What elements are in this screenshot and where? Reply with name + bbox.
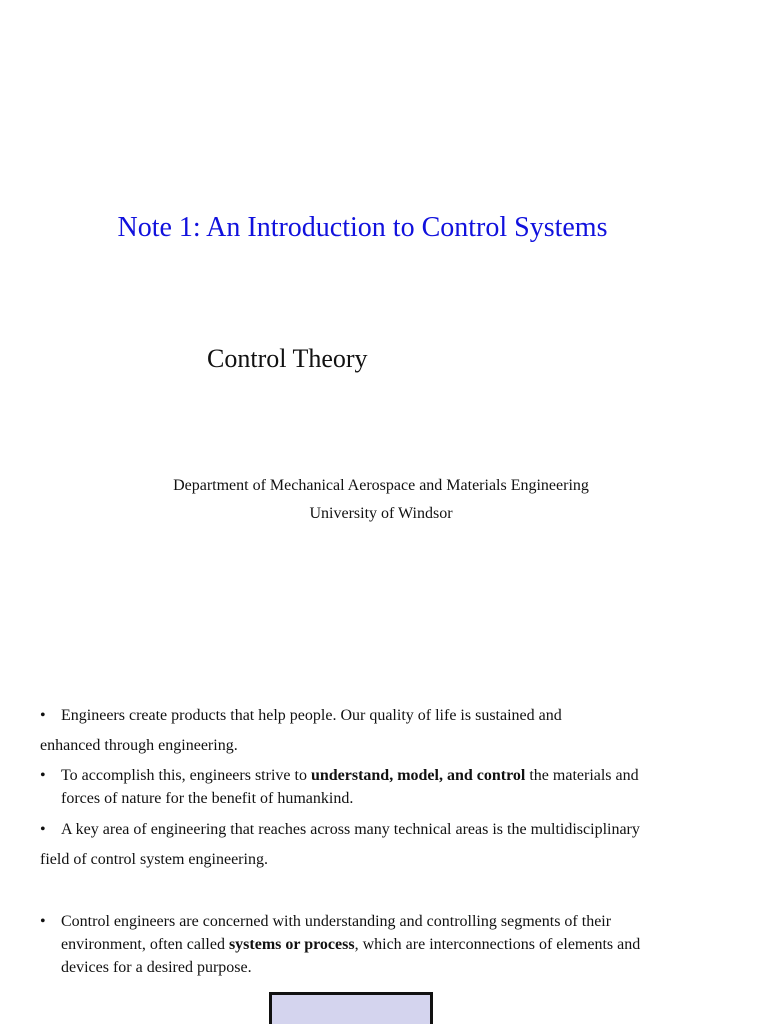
bullet-text: Engineers create products that help people. Our quality of life is sustained and — [61, 707, 562, 724]
bullet-line — [40, 704, 730, 727]
bullet-item-2 — [40, 764, 730, 810]
bullet-line — [40, 764, 730, 787]
bullet-item-4 — [40, 910, 730, 979]
course-subtitle: Control Theory — [207, 344, 368, 373]
bullet-dot: • — [40, 707, 46, 724]
bullet-dot: • — [40, 767, 46, 784]
bullet-text-pre: To accomplish this, engineers strive to — [61, 767, 311, 784]
bullet-text-bold: systems or process — [228, 936, 355, 953]
bullet-text-pre: environment, often called — [61, 936, 229, 953]
bullet-text-bold: understand, model, and control — [310, 767, 526, 784]
bullet-text-post: , which are interconnections of elements and — [354, 936, 641, 953]
bullet-continuation — [40, 933, 730, 956]
department-name: Department of Mechanical Aerospace and Materials Engineering — [173, 477, 589, 494]
bullet-item-1 — [40, 704, 730, 757]
bullet-dot: • — [40, 821, 46, 838]
bullet-line — [40, 818, 730, 841]
bullet-continuation: field of control system engineering. — [40, 851, 268, 868]
bullet-text: A key area of engineering that reaches across many technical areas is the multidisciplinary — [61, 821, 640, 838]
bullet-text: Control engineers are concerned with understanding and controlling segments of their — [61, 913, 612, 930]
bullet-continuation: devices for a desired purpose. — [61, 959, 252, 976]
bullet-dot: • — [40, 913, 46, 930]
bullet-item-3 — [40, 818, 730, 871]
note-title: Note 1: An Introduction to Control Systems — [117, 212, 608, 243]
bullet-continuation: forces of nature for the benefit of humankind. — [61, 790, 354, 807]
bullet-text-post: the materials and — [525, 767, 639, 784]
bullet-line — [40, 910, 730, 933]
bullet-continuation: enhanced through engineering. — [40, 737, 238, 754]
system-diagram-box — [269, 992, 433, 1024]
university-name: University of Windsor — [309, 505, 453, 522]
